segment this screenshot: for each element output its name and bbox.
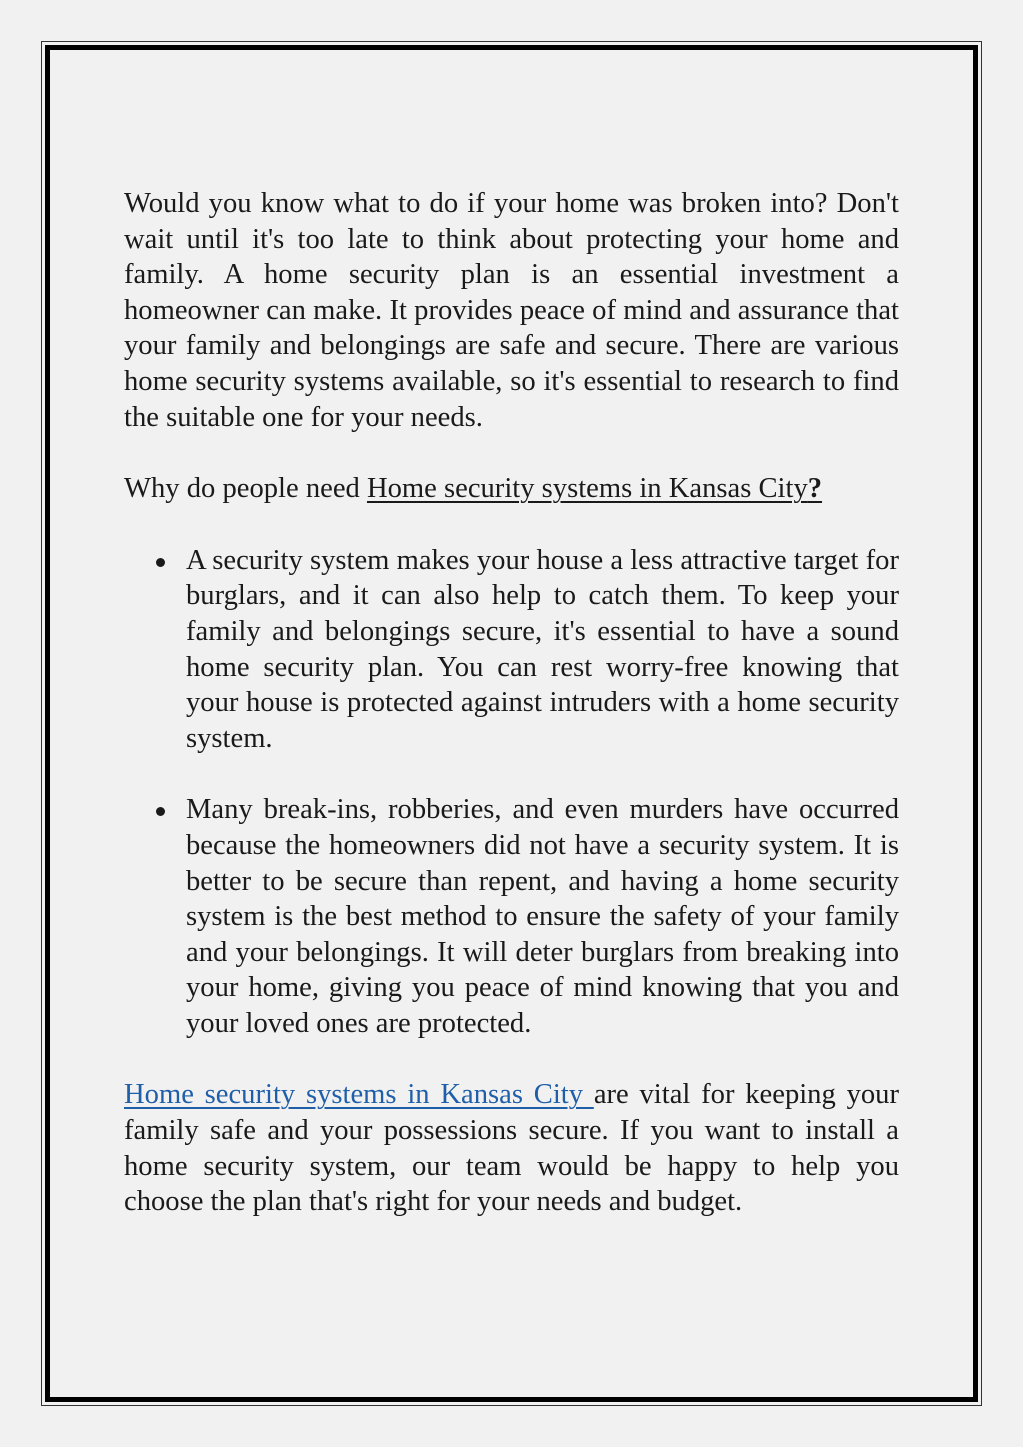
list-item — [124, 543, 899, 757]
why-heading — [124, 471, 899, 507]
list-item-text: A security system makes your house a less attractive target for burglars, and it can also help to catch them. To keep your family and belongings secure, it's essential to have a sound home security plan. You can rest worry-free knowing that your house is protected against intruders with a home security system. — [186, 544, 899, 754]
bullet-icon — [156, 807, 165, 816]
why-heading-prefix: Why do people need — [124, 473, 367, 505]
why-heading-link[interactable]: Home security systems in Kansas City — [366, 473, 808, 505]
reasons-list — [124, 543, 899, 1042]
why-heading-question-mark: ? — [807, 473, 823, 505]
intro-paragraph: Would you know what to do if your home was broken into? Don't wait until it's too late to think about protecting your home and family. A home security plan is an essential investment a homeowner can make. It provides peace of mind and assurance that your family and belongings are safe and secure. There are various home security systems available, so it's essential to research to find the suitable one for your needs. — [124, 188, 899, 433]
document-body — [124, 186, 899, 1220]
closing-link[interactable]: Home security systems in Kansas City — [124, 1079, 594, 1111]
bullet-icon — [156, 558, 165, 567]
closing-paragraph — [124, 1077, 899, 1219]
list-item — [124, 792, 899, 1041]
list-item-text: Many break-ins, robberies, and even murders have occurred because the homeowners did not have a security system. It is better to be secure than repent, and having a home security system is the best method to ensure the safety of your family and your belongings. It will deter burglars from breaking into your home, giving you peace of mind knowing that you and your loved ones are protected. — [186, 794, 899, 1039]
closing-text: are vital for keeping your family safe and your possessions secure. If you want to install a home security system, our team would be happy to help you choose the plan that's right for your needs and budget. — [124, 1079, 899, 1218]
